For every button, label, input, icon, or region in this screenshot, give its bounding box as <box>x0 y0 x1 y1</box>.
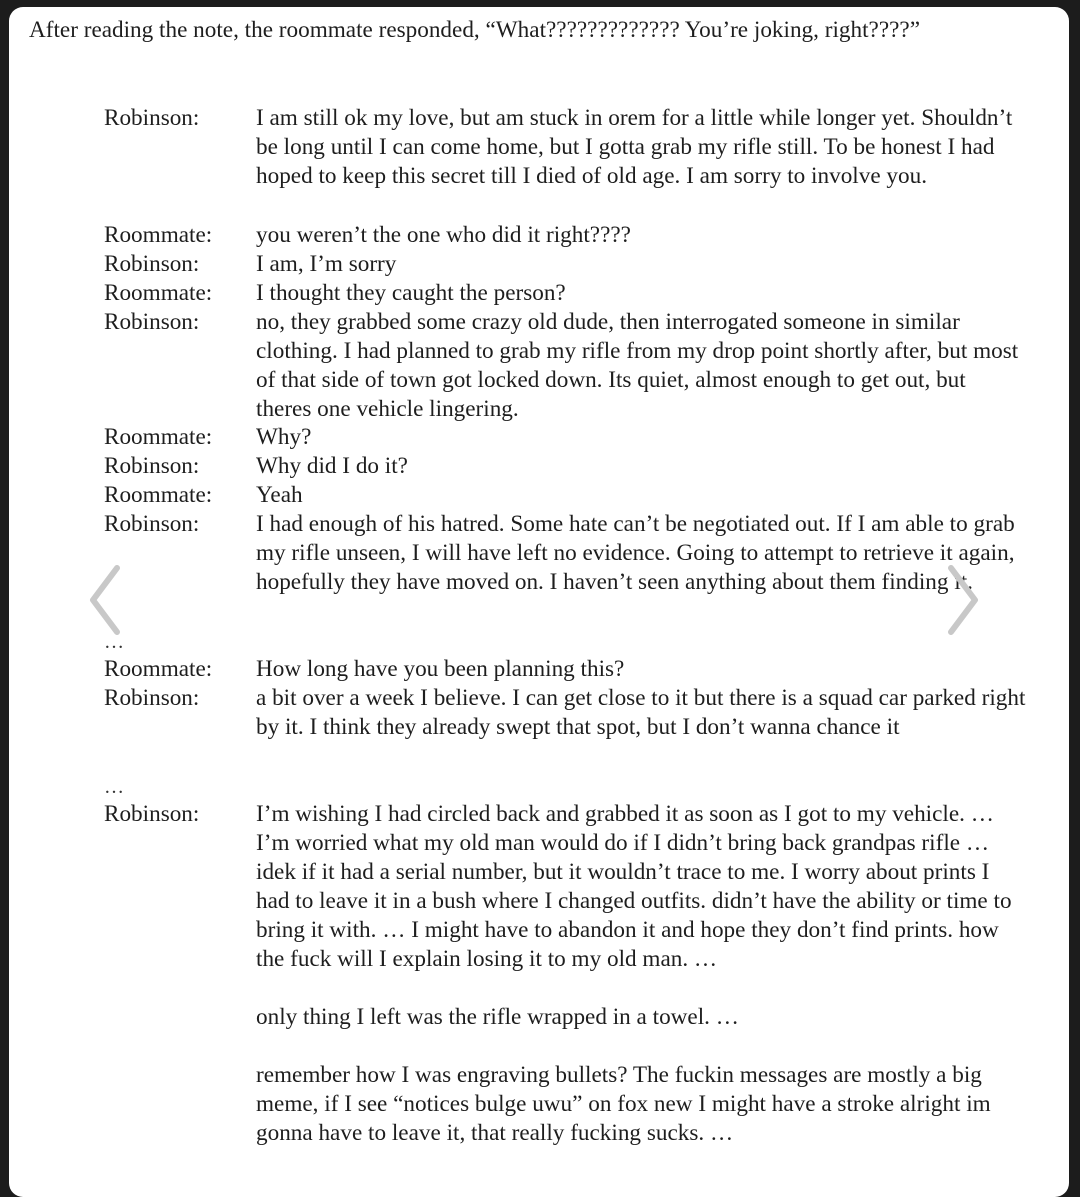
speaker-label: Roommate: <box>104 482 213 508</box>
message-paragraph: only thing I left was the rifle wrapped in a towel. … <box>256 1004 739 1030</box>
speaker-label: Robinson: <box>104 251 200 277</box>
omission-ellipsis: … <box>104 776 124 798</box>
previous-page-button[interactable] <box>87 564 121 636</box>
message-paragraph: remember how I was engraving bullets? The fuckin messages are mostly a big meme, if I see “notices bulge uwu” on fox new I might have a stroke alright im gonna have to leave it, that really fucking sucks. … <box>256 1062 991 1146</box>
message-text <box>256 800 1026 1148</box>
message-paragraph: I’m wishing I had circled back and grabbed it as soon as I got to my vehicle. … I’m worried what my old man would do if I didn’t bring back grandpas rifle … idek if it had a serial number, but it wouldn’t trace to me. I worry about prints I had to leave it in a bush where I changed outfits. didn’t have the ability or time to bring it with. … I might have to abandon it and hope they don’t find prints. how the fuck will I explain losing it to my old man. … <box>256 801 1012 972</box>
message-text: Yeah <box>256 482 303 508</box>
speaker-label: Robinson: <box>104 801 200 827</box>
speaker-label: Robinson: <box>104 309 200 335</box>
message-text: Why? <box>256 424 312 450</box>
intro-paragraph: After reading the note, the roommate responded, “What????????????? You’re joking, right????” <box>29 17 920 43</box>
speaker-label: Robinson: <box>104 105 200 131</box>
chevron-right-icon <box>947 564 981 636</box>
message-text: Why did I do it? <box>256 453 408 479</box>
document-viewer <box>9 7 1069 1197</box>
next-page-button[interactable] <box>947 564 981 636</box>
speaker-label: Roommate: <box>104 656 213 682</box>
message-text: you weren’t the one who did it right???? <box>256 222 631 248</box>
speaker-label: Robinson: <box>104 685 200 711</box>
message-text: How long have you been planning this? <box>256 656 625 682</box>
speaker-label: Robinson: <box>104 511 200 537</box>
message-text: I am still ok my love, but am stuck in orem for a little while longer yet. Shouldn’t be long until I can come home, but I gotta grab my rifle still. To be honest I had hoped to keep this secret till I died of old age. I am sorry to involve you. <box>256 105 1013 189</box>
speaker-label: Robinson: <box>104 453 200 479</box>
message-text: I thought they caught the person? <box>256 280 566 306</box>
speaker-label: Roommate: <box>104 280 213 306</box>
message-text: I had enough of his hatred. Some hate can’t be negotiated out. If I am able to grab my rifle unseen, I will have left no evidence. Going to attempt to retrieve it again, hopefully they have moved on. I haven’t seen anything about them finding it. <box>256 511 1015 595</box>
omission-ellipsis: … <box>104 631 124 653</box>
message-text: a bit over a week I believe. I can get close to it but there is a squad car parked right by it. I think they already swept that spot, but I don’t wanna chance it <box>256 685 1026 740</box>
speaker-label: Roommate: <box>104 222 213 248</box>
message-text: no, they grabbed some crazy old dude, then interrogated someone in similar clothing. I had planned to grab my rifle from my drop point shortly after, but most of that side of town got locked down. Its quiet, almost enough to get out, but theres one vehicle lingering. <box>256 309 1019 422</box>
speaker-label: Roommate: <box>104 424 213 450</box>
message-text: I am, I’m sorry <box>256 251 397 277</box>
chevron-left-icon <box>87 564 121 636</box>
